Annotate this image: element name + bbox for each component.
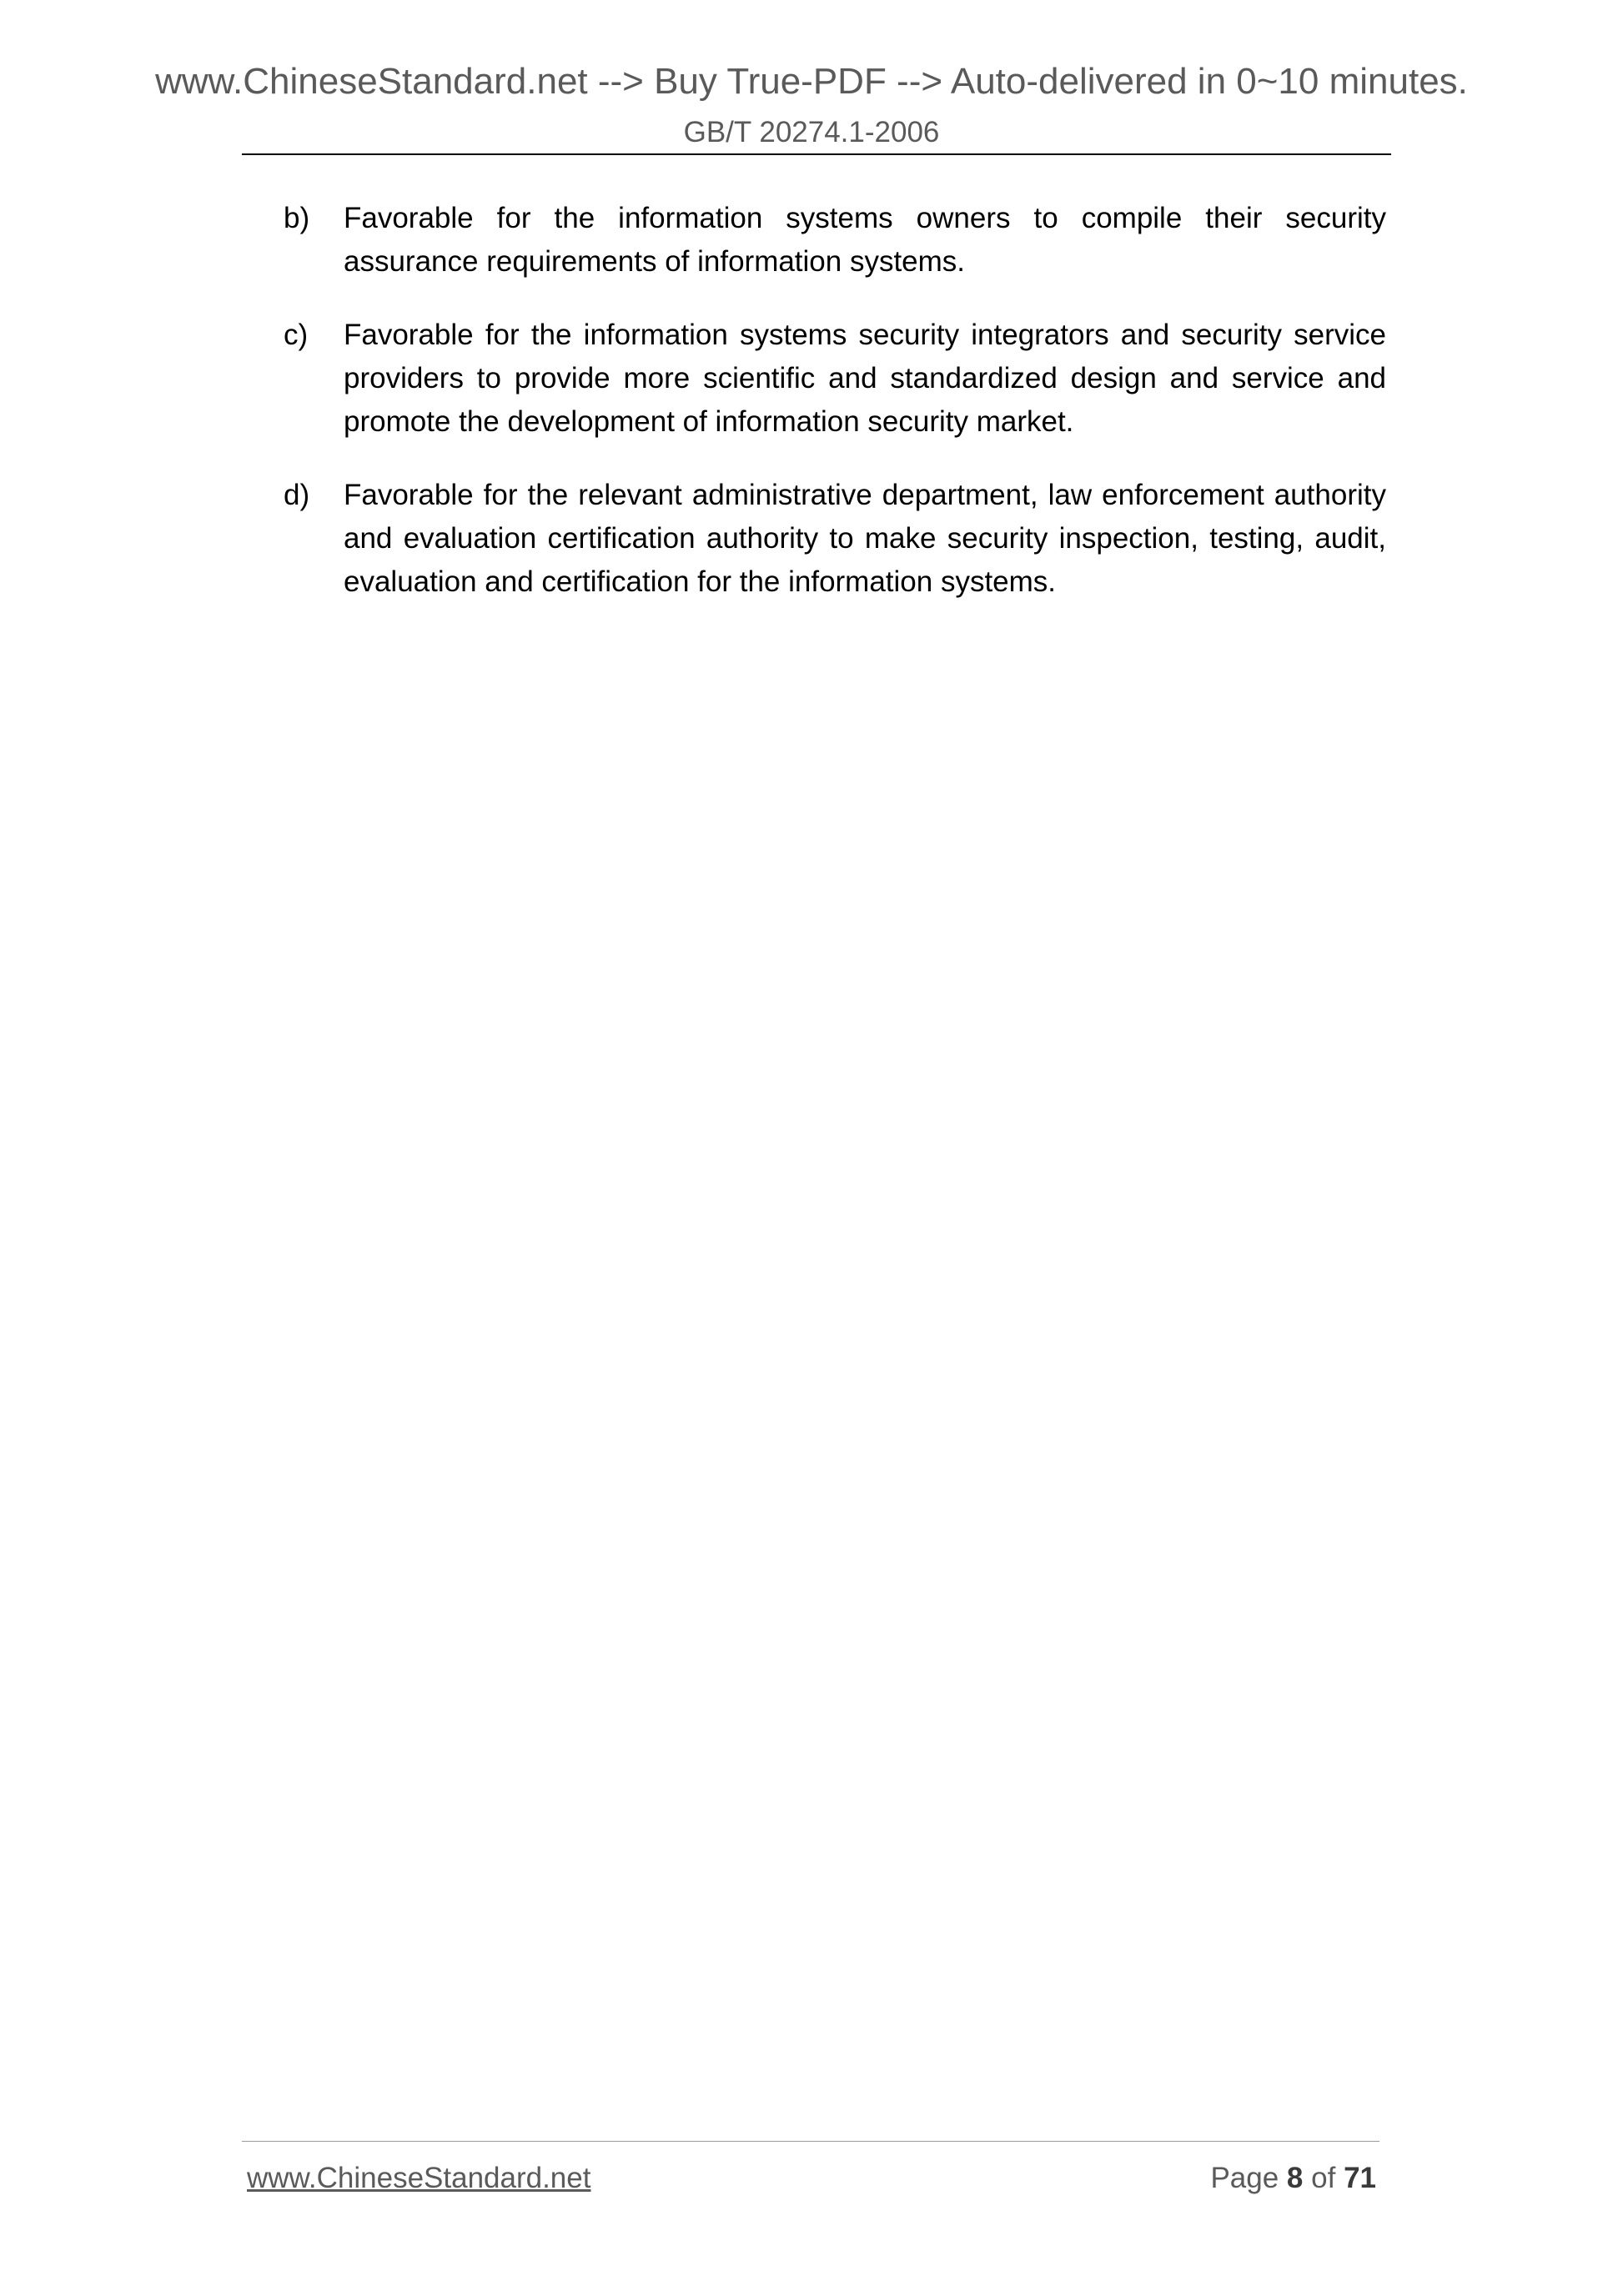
standard-number: GB/T 20274.1-2006 [683,116,940,148]
page-of: of [1311,2162,1336,2194]
list-marker: c) [284,319,309,351]
list-item-text: Favorable for the information systems security integrators and security service providers to provide more scientific and standardized design and service and promote the development of information security market. [344,319,1386,438]
page-number [1210,2161,1376,2196]
page-total: 71 [1344,2162,1376,2194]
list-item-c [284,314,1386,444]
list-item-d [284,474,1386,604]
list-item-b [284,197,1386,284]
page-current: 8 [1286,2162,1304,2194]
requirements-list [284,197,1386,634]
header-divider [242,153,1391,155]
footer-website-link[interactable]: www.ChineseStandard.net [247,2162,591,2194]
page-prefix: Page [1210,2162,1279,2194]
list-item-text: Favorable for the information systems owners to compile their security assurance requirements of information systems. [344,202,1386,278]
list-item-text: Favorable for the relevant administrative department, law enforcement authority and evaluation certification authority to make security inspection, testing, audit, evaluation and certification for the information systems. [344,479,1386,598]
list-marker: d) [284,479,310,511]
footer-divider [242,2141,1379,2142]
list-marker: b) [284,202,310,234]
header-banner: www.ChineseStandard.net --> Buy True-PDF --> Auto-delivered in 0~10 minutes. [155,61,1468,102]
